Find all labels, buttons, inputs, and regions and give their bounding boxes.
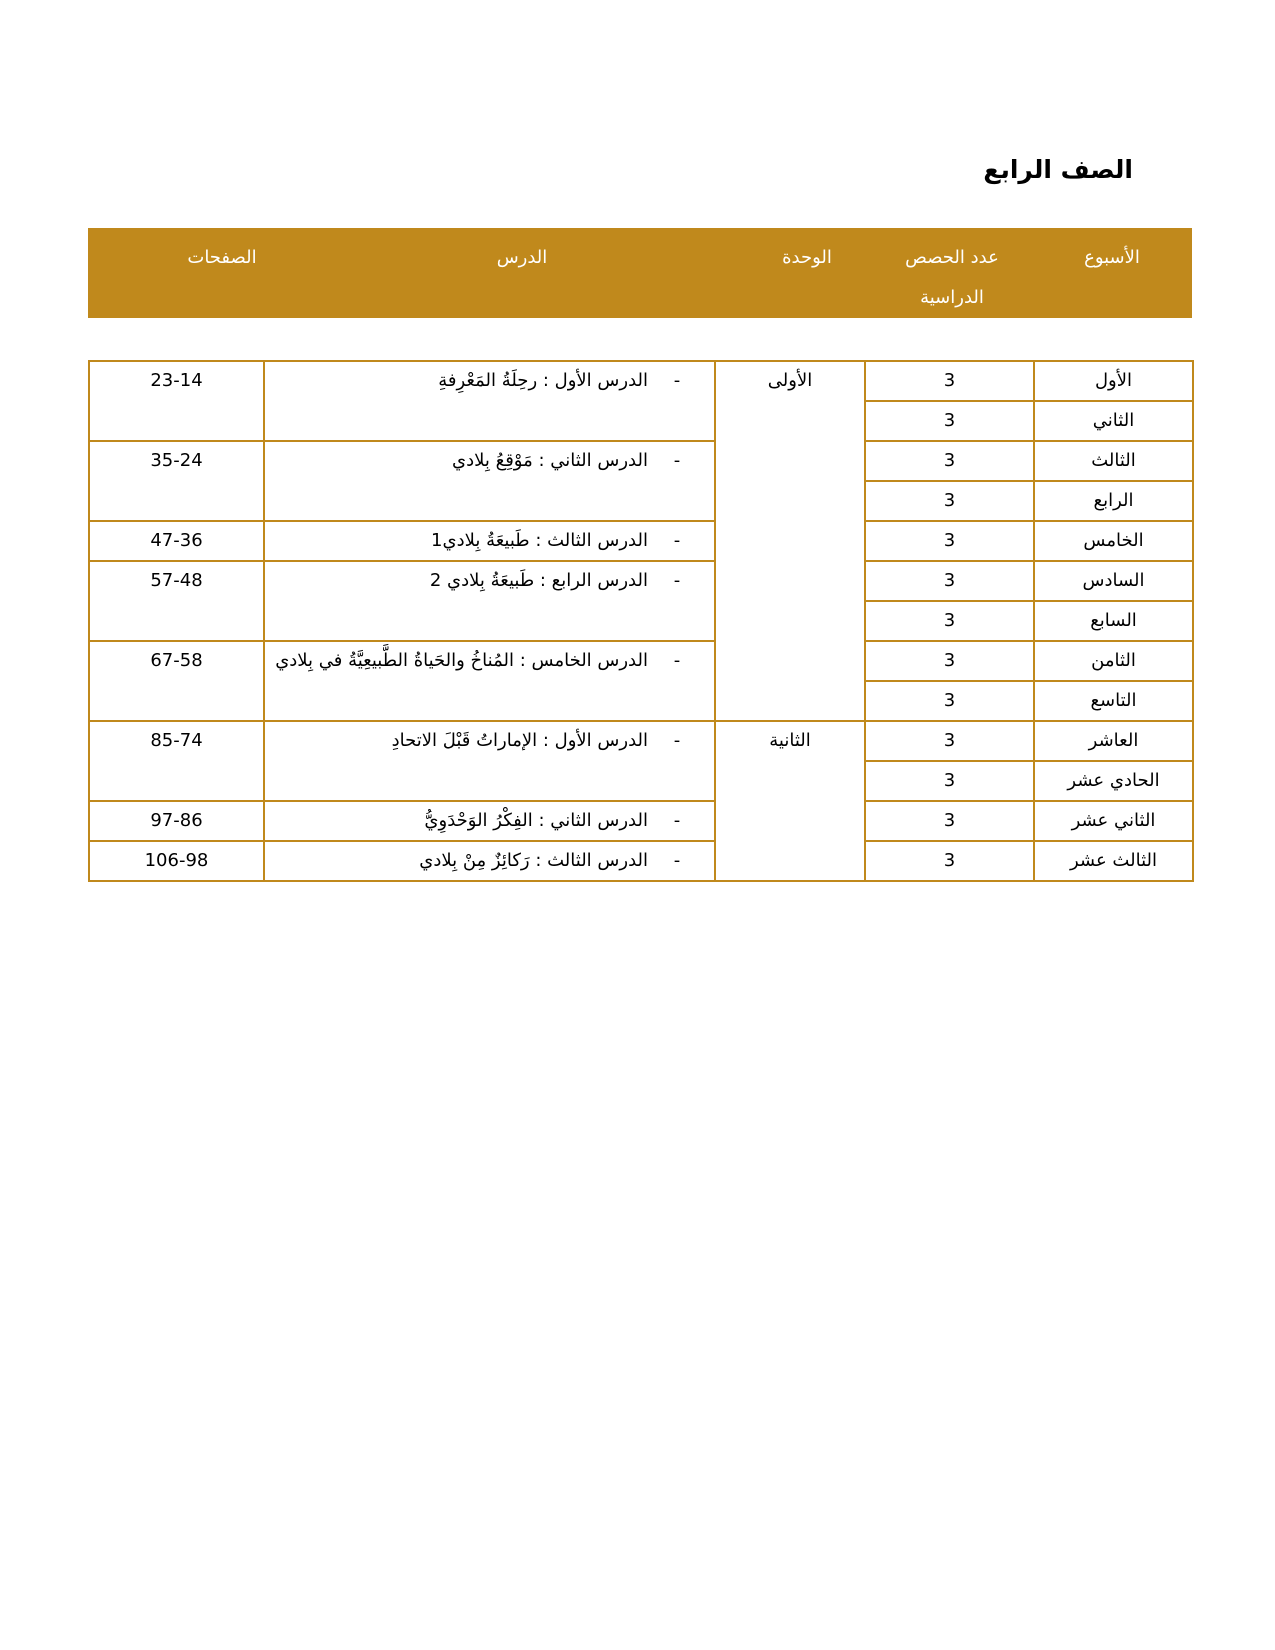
lesson-title: الدرس الخامس : المُناخُ والحَياةُ الطَّبيعِيَّةُ في بِلادي	[275, 650, 648, 671]
bullet-dash: -	[673, 650, 681, 671]
table-row	[89, 721, 1193, 761]
week-cell: الحادي عشر	[1034, 761, 1193, 801]
periods-cell: 3	[865, 801, 1034, 841]
week-cell: السابع	[1034, 601, 1193, 641]
bullet-dash: -	[673, 370, 681, 391]
header-periods: عدد الحصص الدراسية	[905, 247, 999, 308]
table-row	[89, 561, 1193, 601]
table-row	[89, 641, 1193, 681]
periods-cell: 3	[865, 721, 1034, 761]
table-row	[89, 441, 1193, 481]
bullet-dash: -	[673, 530, 681, 551]
unit-cell: الأولى	[715, 361, 865, 721]
lesson-title: الدرس الثاني : الفِكْرُ الوَحْدَوِيُّ	[424, 810, 648, 831]
lesson-cell	[264, 801, 715, 841]
lesson-cell	[264, 561, 715, 641]
periods-cell: 3	[865, 481, 1034, 521]
unit-cell: الثانية	[715, 721, 865, 881]
pages-cell: 85-74	[89, 721, 264, 801]
pages-cell: 35-24	[89, 441, 264, 521]
periods-cell: 3	[865, 641, 1034, 681]
table-row	[89, 521, 1193, 561]
lesson-title: الدرس الرابع : طَبيعَةُ بِلادي 2	[429, 570, 648, 591]
week-cell: الأول	[1034, 361, 1193, 401]
lesson-cell	[264, 841, 715, 881]
bullet-dash: -	[673, 850, 681, 871]
week-cell: الثامن	[1034, 641, 1193, 681]
week-cell: الثاني عشر	[1034, 801, 1193, 841]
lesson-title: الدرس الثاني : مَوْقِعُ بِلادي	[452, 450, 648, 471]
pages-cell: 106-98	[89, 841, 264, 881]
lesson-cell	[264, 441, 715, 521]
table-header	[88, 228, 1192, 318]
lesson-cell	[264, 361, 715, 441]
lesson-title: الدرس الثالث : رَكائِزٌ مِنْ بِلادي	[419, 850, 648, 871]
lesson-cell	[264, 721, 715, 801]
page-title: الصف الرابع	[983, 155, 1133, 184]
lesson-title: الدرس الثالث : طَبيعَةُ بِلادي1	[431, 530, 648, 551]
bullet-dash: -	[673, 450, 681, 471]
week-cell: الثالث	[1034, 441, 1193, 481]
pages-cell: 67-58	[89, 641, 264, 721]
bullet-dash: -	[673, 810, 681, 831]
periods-cell: 3	[865, 761, 1034, 801]
lesson-cell	[264, 521, 715, 561]
periods-cell: 3	[865, 681, 1034, 721]
header-lesson: الدرس	[496, 247, 548, 268]
table-row	[89, 801, 1193, 841]
week-cell: التاسع	[1034, 681, 1193, 721]
schedule-table	[88, 360, 1194, 882]
header-pages: الصفحات	[187, 247, 257, 268]
lesson-title: الدرس الأول : الإماراتُ قَبْلَ الاتحادِ	[391, 730, 648, 751]
lesson-cell	[264, 641, 715, 721]
bullet-dash: -	[673, 730, 681, 751]
week-cell: الثالث عشر	[1034, 841, 1193, 881]
periods-cell: 3	[865, 601, 1034, 641]
periods-cell: 3	[865, 401, 1034, 441]
pages-cell: 97-86	[89, 801, 264, 841]
periods-cell: 3	[865, 841, 1034, 881]
week-cell: الرابع	[1034, 481, 1193, 521]
week-cell: السادس	[1034, 561, 1193, 601]
periods-cell: 3	[865, 561, 1034, 601]
week-cell: العاشر	[1034, 721, 1193, 761]
pages-cell: 47-36	[89, 521, 264, 561]
periods-cell: 3	[865, 441, 1034, 481]
header-unit: الوحدة	[782, 247, 832, 268]
lesson-title: الدرس الأول : رحِلَةُ المَعْرِفةِ	[438, 370, 648, 391]
header-week: الأسبوع	[1084, 247, 1140, 268]
week-cell: الخامس	[1034, 521, 1193, 561]
pages-cell: 23-14	[89, 361, 264, 441]
table-row	[89, 841, 1193, 881]
week-cell: الثاني	[1034, 401, 1193, 441]
table-row	[89, 361, 1193, 401]
periods-cell: 3	[865, 521, 1034, 561]
periods-cell: 3	[865, 361, 1034, 401]
pages-cell: 57-48	[89, 561, 264, 641]
bullet-dash: -	[673, 570, 681, 591]
